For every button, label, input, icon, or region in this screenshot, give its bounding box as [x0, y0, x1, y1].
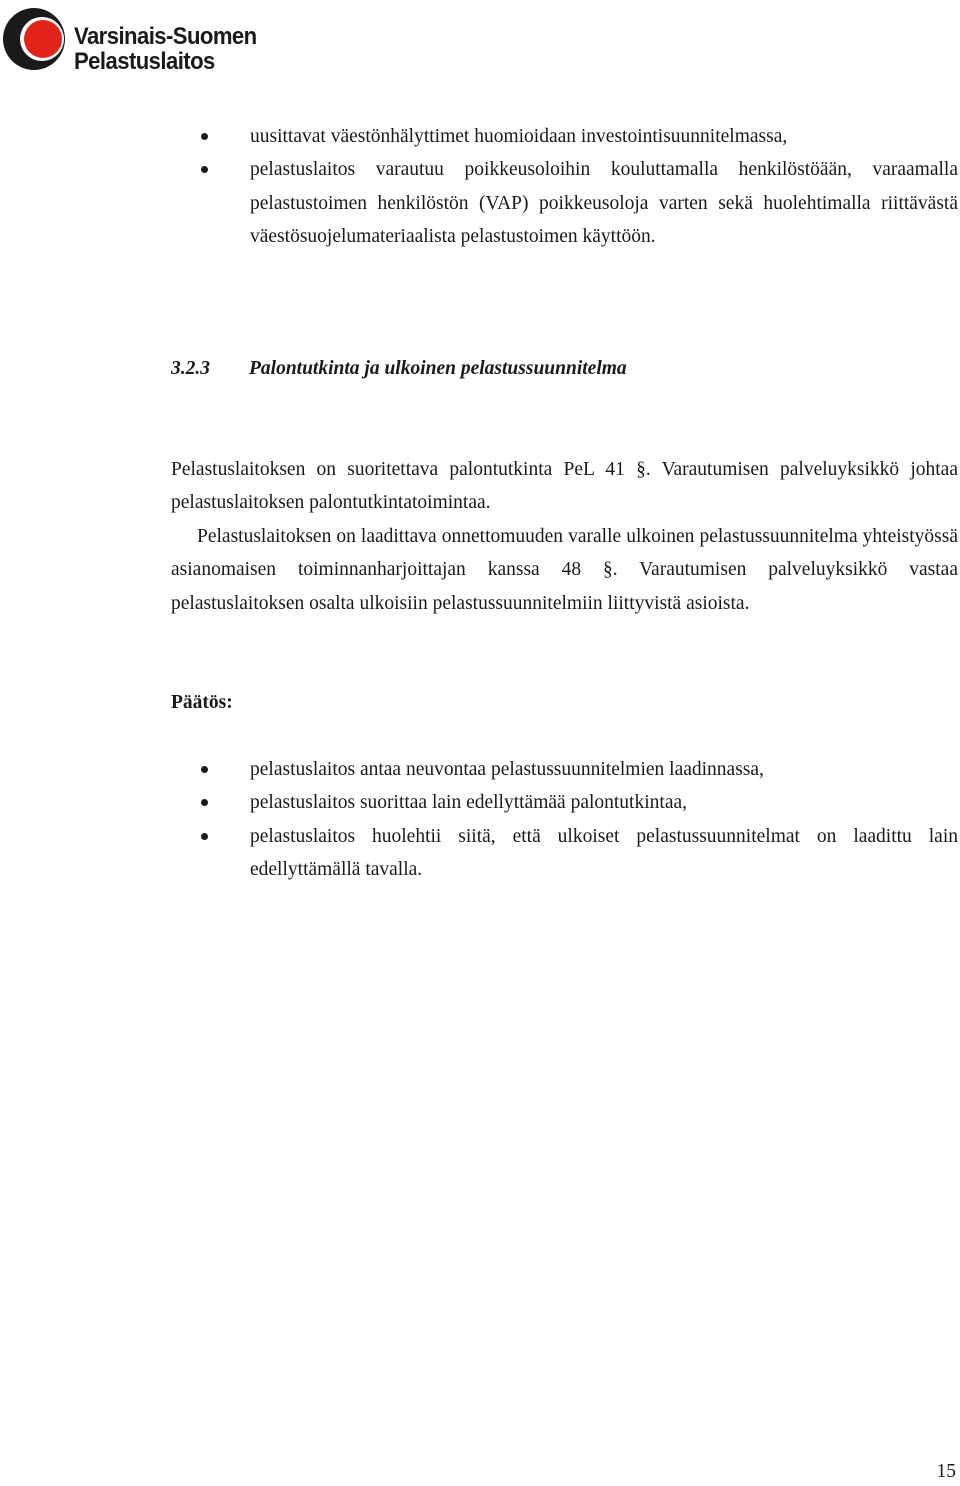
- paragraph-fire-investigation: Pelastuslaitoksen on suoritettava palontutkinta PeL 41 §. Varautumisen palveluyksikkö johtaa pelastuslaitoksen palontutkintatoimintaa.: [171, 459, 958, 514]
- paragraph-external-rescue-plan: Pelastuslaitoksen on laadittava onnettomuuden varalle ulkoinen pelastussuunnitelma yhteistyössä asianomaisen toiminnanharjoittajan kanssa 48 §. Varautumisen palveluyksikkö vastaa pelastuslaitoksen osalta ulkoisiin pelastussuunnitelmiin liittyvistä asioista.: [171, 526, 958, 614]
- page-number: 15: [936, 1461, 956, 1482]
- bullet-icon: [201, 133, 208, 140]
- organization-name-line1: Varsinais-Suomen: [74, 23, 257, 50]
- bullet-icon: [201, 833, 208, 840]
- list-item-text: pelastuslaitos antaa neuvontaa pelastussuunnitelmien laadinnassa,: [250, 759, 764, 780]
- list-item: [0, 753, 960, 786]
- logo-emblem-icon: [2, 2, 68, 76]
- decision-label: Päätös:: [171, 692, 233, 713]
- bullet-icon: [201, 799, 208, 806]
- list-item-text: pelastuslaitos huolehtii siitä, että ulkoiset pelastussuunnitelmat on laadittu lain edellyttämällä tavalla.: [250, 825, 958, 880]
- bullet-list-investments: [0, 120, 960, 253]
- organization-logo: [0, 0, 300, 80]
- list-item: [0, 120, 960, 153]
- list-item-text: uusittavat väestönhälyttimet huomioidaan investointisuunnitelmassa,: [250, 126, 788, 147]
- bullet-icon: [201, 166, 208, 173]
- section-title: Palontutkinta ja ulkoinen pelastussuunnitelma: [249, 358, 627, 379]
- bullet-list-decisions: [0, 753, 960, 886]
- list-item-text: pelastuslaitos suorittaa lain edellyttämää palontutkintaa,: [250, 792, 687, 814]
- section-number: 3.2.3: [171, 358, 210, 379]
- bullet-icon: [201, 766, 208, 773]
- list-item: [0, 820, 960, 887]
- list-item: [0, 786, 960, 819]
- section-heading: [171, 352, 627, 385]
- organization-name-line2: Pelastuslaitos: [74, 48, 215, 75]
- organization-name: [74, 24, 257, 74]
- list-item-text: pelastuslaitos varautuu poikkeusoloihin kouluttamalla henkilöstöään, varaamalla pelastustoimen henkilöstön (VAP) poikkeusoloja varten sekä huolehtimalla riittävästä väestösuojelumateriaalista pelastustoimen käyttöön.: [250, 159, 958, 247]
- list-item: [0, 153, 960, 253]
